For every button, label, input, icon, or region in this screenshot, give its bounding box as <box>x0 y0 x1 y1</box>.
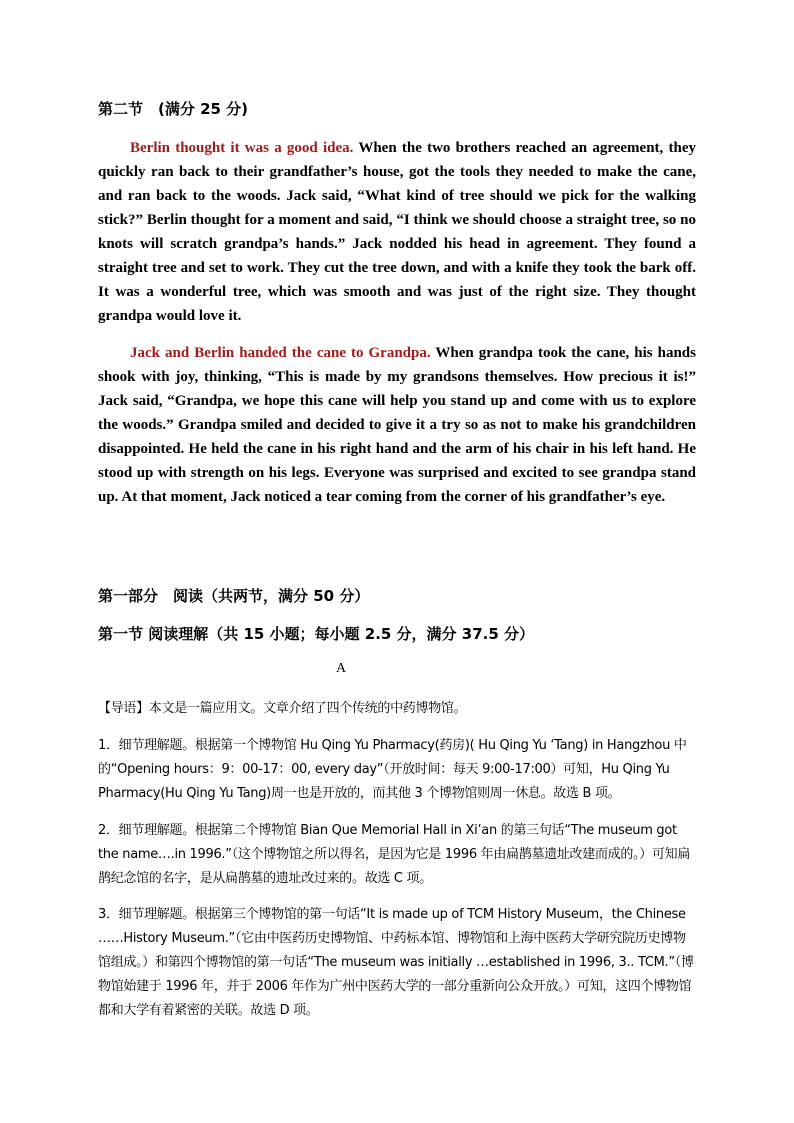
section1-title: 第一节 阅读理解（共 15 小题；每小题 2.5 分，满分 37.5 分） <box>98 625 535 643</box>
story-paragraph-1 <box>98 136 696 328</box>
answer-explanation-2: 2．细节理解题。根据第二个博物馆 Bian Que Memorial Hall in Xi’an 的第三句话“The museum got the name….in 1996.”（这个博物馆之所以得名，是因为它是 1996 年由扁鹊墓遗址改建而成的。）可知扁鹊纪念馆的名字，是从扁鹊墓的遗址改过来的。故选 C 项。 <box>98 823 691 886</box>
story-paragraph-2 <box>98 341 696 509</box>
answer-explanation-3: 3．细节理解题。根据第三个博物馆的第一句话“It is made up of TCM History Museum，the Chinese ……History Museum.”（它由中医药历史博物馆、中药标本馆、博物馆和上海中医药大学研究院历史博物馆组成。）和第四个博物馆的第一句话“The museum was initially …established in 1996, 3.. TCM.”（博物馆始建于 1996 年，并于 2006 年作为广州中医药大学的一部分重新向公众开放。）可知，这四个博物馆都和大学有着紧密的关联。故选 D 项。 <box>98 907 694 1018</box>
paragraph-1-body: When the two brothers reached an agreement, they quickly ran back to their grandfather’s house, got the tools they needed to make the cane, and ran back to the woods. Jack said, “What kind of tree should we pick for the walking stick?” Berlin thought for a moment and said, “I think we should choose a straight tree, so no knots will scratch grandpa’s hands.” Jack nodded his head in agreement. They found a straight tree and set to work. They cut the tree down, and with a knife they took the bark off. It was a wonderful tree, which was smooth and was just of the right size. They thought grandpa would love it. <box>98 140 696 324</box>
passage-label: A <box>335 661 347 676</box>
section2-title: 第二节 (满分 25 分) <box>98 100 249 118</box>
answer-explanation-1: 1．细节理解题。根据第一个博物馆 Hu Qing Yu Pharmacy(药房)( Hu Qing Yu ‘Tang) in Hangzhou 中的“Opening hours：9：00-17：00, every day”（开放时间：每天 9:00-17:00）可知，Hu Qing Yu Pharmacy(Hu Qing Yu Tang)周一也是开放的，而其他 3 个博物馆则周一休息。故选 B 项。 <box>98 738 687 801</box>
part1-title: 第一部分 阅读（共两节，满分 50 分） <box>98 587 370 605</box>
paragraph-2-body: When grandpa took the cane, his hands shook with joy, thinking, “This is made by my grandsons themselves. How precious it is!” Jack said, “Grandpa, we hope this cane will help you stand up and come with us to explore the woods.” Grandpa smiled and decided to give it a try so as not to make his grandchildren disappointed. He held the cane in his right hand and the arm of his chair in his left hand. He stood up with strength on his legs. Everyone was surprised and excited to see grandpa stand up. At that moment, Jack noticed a tear coming from the corner of his grandfather’s eye. <box>98 345 696 505</box>
paragraph-2-lead-sentence: Jack and Berlin handed the cane to Grandpa. <box>130 345 431 361</box>
passage-intro: 【导语】本文是一篇应用文。文章介绍了四个传统的中药博物馆。 <box>98 701 467 716</box>
paragraph-1-lead-sentence: Berlin thought it was a good idea. <box>130 140 354 156</box>
